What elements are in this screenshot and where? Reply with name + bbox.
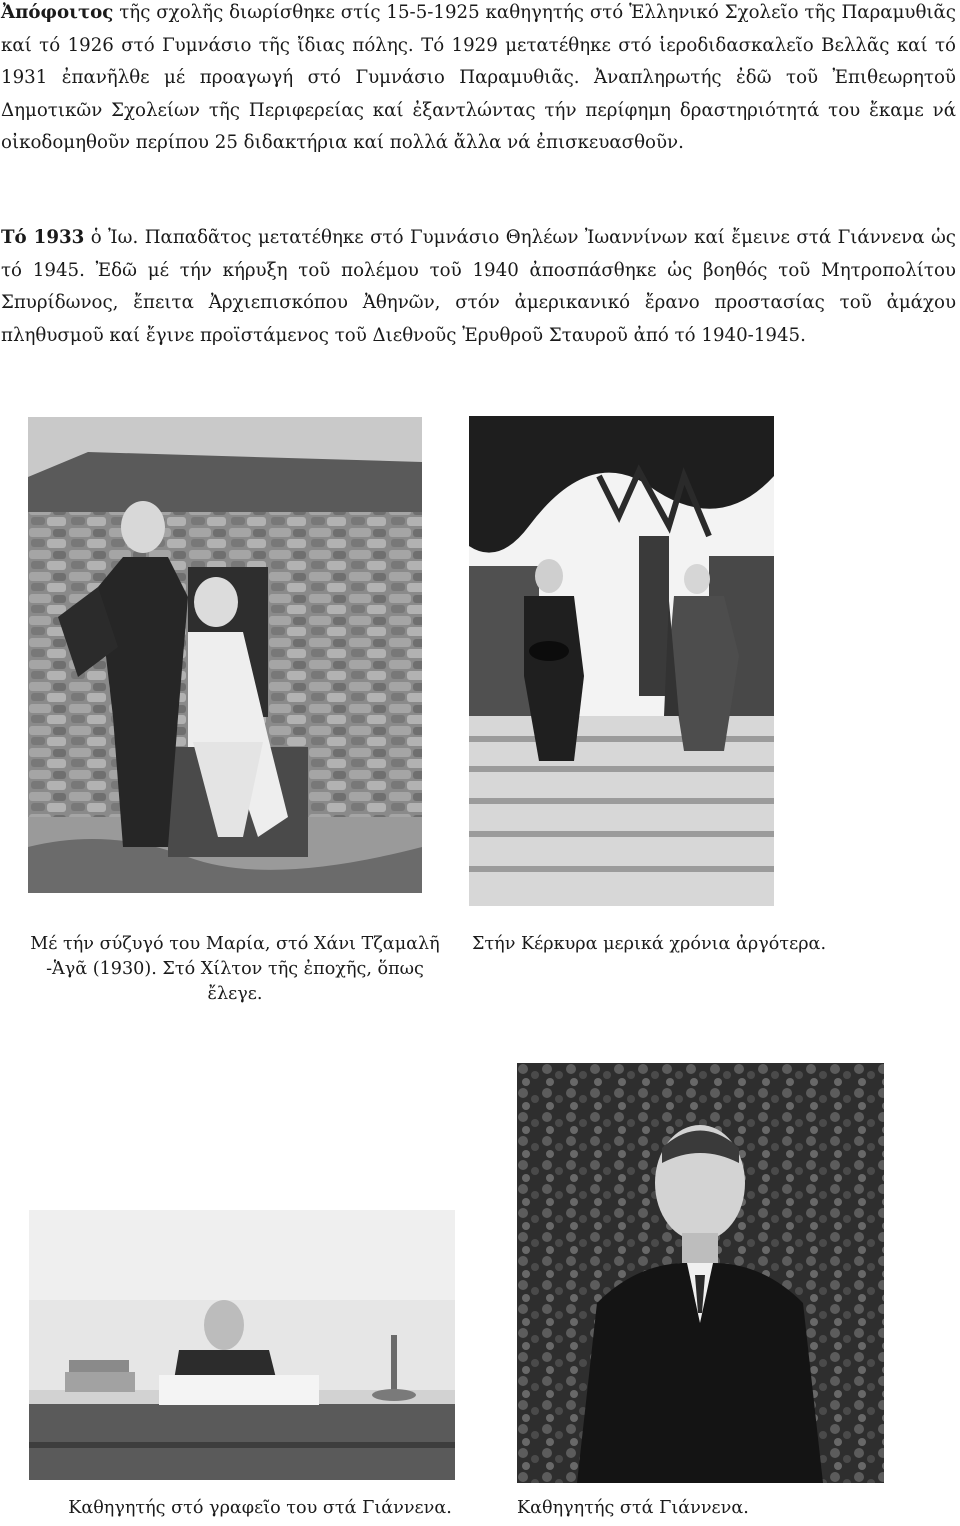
caption-at-desk: Καθηγητής στό γραφεῖο του στά Γιάννενα. — [68, 1498, 452, 1518]
caption-portrait: Καθηγητής στά Γιάννενα. — [517, 1498, 749, 1518]
photo-portrait — [517, 1063, 884, 1483]
paragraph-1-text: τῆς σχολῆς διωρίσθηκε στίς 15-5-1925 καθηγητής στό Ἑλληνικό Σχολεῖο τῆς Παραμυθιᾶς καί τό 1926 στό Γυμνάσιο τῆς ἴδιας πόλης. Τό 1929 μετατέθηκε στό ἱεροδιδασκαλεῖο Βελλᾶς καί τό 1931 ἐπανῆλθε μέ προαγωγή στό Γυμνάσιο Παραμυθιᾶς. Ἀναπληρωτής ἐδῶ τοῦ Ἐπιθεωρητοῦ Δημοτικῶν Σχολείων τῆς Περιφερείας καί ἐξαντλώντας τήν περίφημη δραστηριότητά του ἔκαμε νά οἰκοδομηθοῦν περίπου 25 διδακτήρια καί πολλά ἄλλα νά ἐπισκευασθοῦν. — [1, 2, 956, 153]
paragraph-2-text: ὁ Ἰω. Παπαδᾶτος μετατέθηκε στό Γυμνάσιο Θηλέων Ἰωαννίνων καί ἔμεινε στά Γιάννενα ὡς τό 1945. Ἐδῶ μέ τήν κήρυξη τοῦ πολέμου τοῦ 1940 ἀποσπάσθηκε ὡς βοηθός τοῦ Μητροπολίτου Σπυρίδωνος, ἔπειτα Ἀρχιεπισκόπου Ἀθηνῶν, στόν ἀμερικανικό ἔρανο προστασίας τοῦ ἀμάχου πληθυσμοῦ καί ἔγινε προϊστάμενος τοῦ Διεθνοῦς Ἐρυθροῦ Σταυροῦ ἀπό τό 1940-1945. — [1, 227, 956, 346]
paragraph-2-lead: Τό 1933 — [1, 227, 85, 248]
paragraph-2 — [1, 222, 956, 352]
photo-couple-stone-house — [28, 417, 422, 893]
caption-couple-stone-house: Μέ τήν σύζυγό του Μαρία, στό Χάνι Τζαμαλῆ -Ἁγᾶ (1930). Στό Χίλτον τῆς ἐποχῆς, ὅπως ἔλεγε. — [30, 934, 440, 1004]
caption-corfu-steps: Στήν Κέρκυρα μερικά χρόνια ἀργότερα. — [472, 934, 827, 954]
photo-corfu-steps — [469, 416, 774, 906]
paragraph-1-lead: Ἀπόφοιτος — [1, 2, 114, 23]
photo-at-desk — [29, 1210, 455, 1480]
paragraph-1 — [1, 0, 956, 160]
